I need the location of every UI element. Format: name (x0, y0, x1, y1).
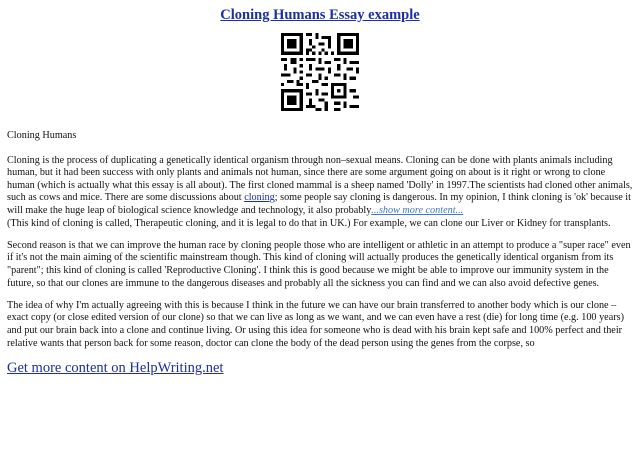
cloning-link[interactable]: cloning (244, 192, 275, 204)
show-more-link[interactable]: ...show more content... (371, 204, 464, 216)
essay-paragraph-2: Second reason is that we can improve the human race by cloning people those who are intelligent or athletic in an attempt to produce a "super race" even if it's not the main aiming of the scientific mainstream though. This kind of cloning will actually produces the genetically identical organism from its "parent"; this kind of cloning is called 'Reproductive Cloning'. I think this is good because we might be able to improve our immunity system in the future, so that our clones are immune to the dangerous diseases and probably all the sickness you can find and we can also avoid defective genes. (7, 239, 631, 289)
page-title-link[interactable]: Cloning Humans Essay example (220, 7, 420, 23)
essay-paragraph-3: The idea of why I'm actually agreeing with this is because I think in the future we can have our brain transferred to another body which is our clone – exact copy (or close edited version of our clone) so that we can live as long as we want, and we can even have a rest (die) for long time (e.g. 100 years) and put our brain back into a clone and continue living. Or using this idea for someone who is dead with his brain kept safe and 100% perfect and their relative wants that person back for some reason, doctor can clone the body of the dead person using the genes from the corpse, so (7, 299, 624, 349)
paragraph-1-text-b: ; some people say cloning is dangerous. In my opinion, I think cloning is 'ok' because it will make the huge leap of biological science knowledge and technology, it also probably (7, 192, 631, 216)
essay-heading: Cloning Humans (7, 130, 77, 141)
paragraph-1-text-c: (This kind of cloning is called, Therapeutic cloning, and it is legal to do that in UK.) For example, we can clone our Liver or Kidney for transplants. (7, 217, 611, 229)
get-more-content-link[interactable]: Get more content on HelpWriting.net (7, 360, 224, 376)
essay-paragraph-1 (7, 155, 633, 231)
essay-content (7, 130, 633, 360)
qr-code-icon (281, 33, 359, 111)
paragraph-1-text-a: Cloning is the process of duplicating a genetically identical organism through non–sexual means. Cloning can be done with plants animals including human, but it had been success with only plants and animals not human, since there are some argument going on about is it right or wrong to clone human (which is actually what this essay is all about). The first cloned mammal is a sheep named 'Dolly' in 1997.The scientists had cloned other animals, such as cows and mice. There are some discussions about (7, 154, 633, 204)
